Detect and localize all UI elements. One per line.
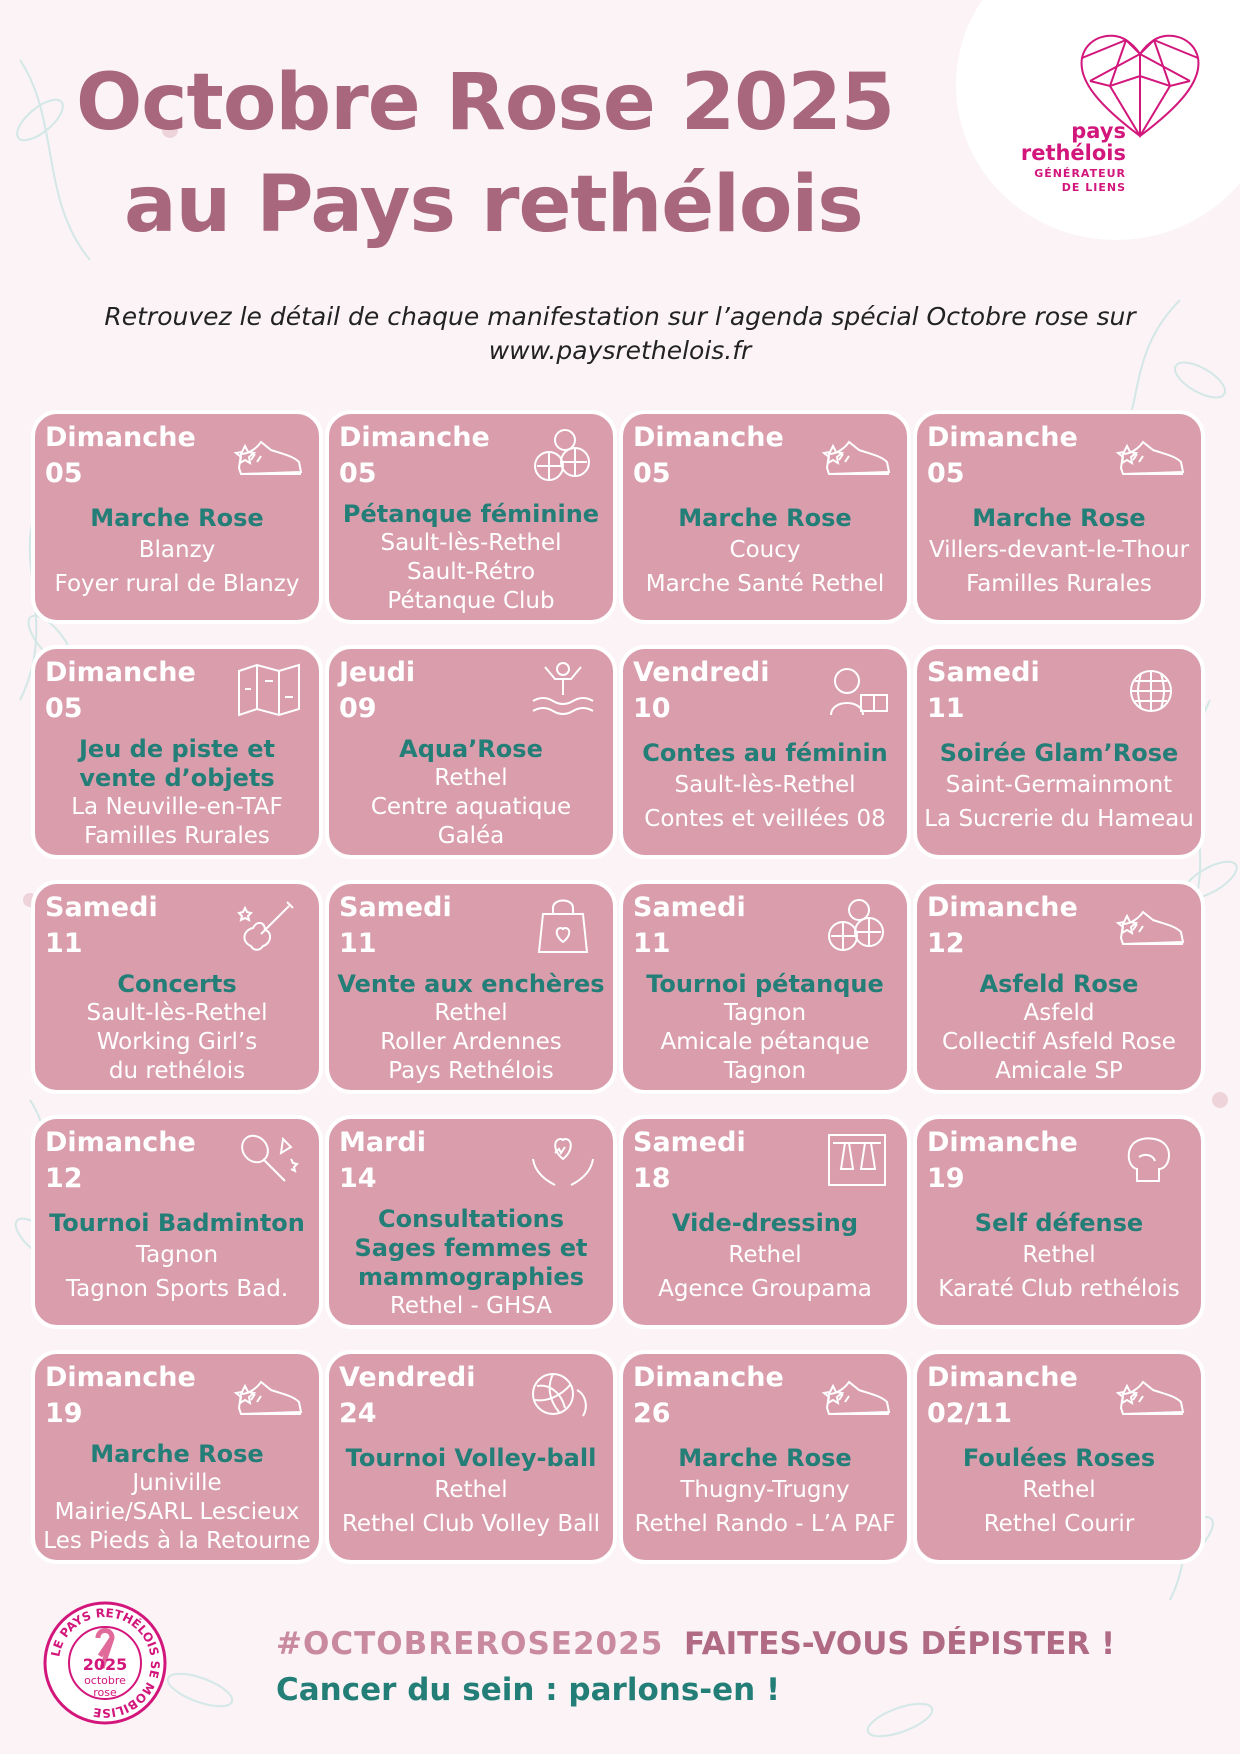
sneaker-icon xyxy=(1113,424,1189,486)
event-card xyxy=(913,1115,1205,1329)
event-title: Foulées Roses xyxy=(962,1444,1156,1472)
event-info-line: Galéa xyxy=(437,823,505,849)
event-title: Sages femmes et xyxy=(354,1234,588,1262)
sneaker-icon xyxy=(1113,894,1189,956)
event-info-line: Sault-lès-Rethel xyxy=(380,530,562,556)
event-card xyxy=(31,1350,323,1564)
event-date: 19 xyxy=(45,1398,83,1429)
event-day: Dimanche xyxy=(633,1362,784,1393)
event-details xyxy=(917,1209,1201,1306)
event-date: 11 xyxy=(633,928,671,959)
event-info-line: Pétanque Club xyxy=(387,588,555,614)
badge-label-2: rose xyxy=(93,1686,117,1699)
event-card xyxy=(619,880,911,1094)
event-card xyxy=(31,1115,323,1329)
event-info-line: Rethel Rando - L’A PAF xyxy=(634,1511,896,1537)
event-info-line: Amicale SP xyxy=(995,1058,1123,1084)
event-day: Dimanche xyxy=(633,422,784,453)
event-date: 24 xyxy=(339,1398,377,1429)
badge-ring-text: LE PAYS RETHÉLOIS SE MOBILISE xyxy=(48,1605,163,1721)
event-info-line: Familles Rurales xyxy=(966,571,1152,597)
event-date: 05 xyxy=(339,458,377,489)
event-details xyxy=(917,1444,1201,1541)
event-card xyxy=(31,880,323,1094)
event-day: Vendredi xyxy=(633,657,770,688)
event-details xyxy=(329,1444,613,1541)
event-info-line: La Neuville-en-TAF xyxy=(71,794,283,820)
event-details xyxy=(623,1209,907,1306)
event-day: Dimanche xyxy=(45,657,196,688)
event-title: Vente aux enchères xyxy=(337,970,605,998)
event-details xyxy=(623,970,907,1086)
event-details xyxy=(623,739,907,836)
event-info-line: Sault-Rétro xyxy=(406,559,536,585)
event-title: Contes au féminin xyxy=(642,739,888,767)
event-details xyxy=(35,1209,319,1306)
event-info-line: Tagnon Sports Bad. xyxy=(65,1276,289,1302)
event-title: vente d’objets xyxy=(79,764,275,792)
event-info-line: Roller Ardennes xyxy=(380,1029,562,1055)
event-details xyxy=(35,735,319,851)
event-date: 26 xyxy=(633,1398,671,1429)
volleyball-icon xyxy=(525,1364,601,1426)
event-details xyxy=(917,970,1201,1086)
event-card xyxy=(913,410,1205,624)
event-day: Samedi xyxy=(927,657,1040,688)
event-info-line: Familles Rurales xyxy=(84,823,270,849)
event-info-line: Rethel Courir xyxy=(983,1511,1135,1537)
event-card xyxy=(619,1350,911,1564)
badminton-icon xyxy=(231,1129,307,1191)
event-day: Samedi xyxy=(633,892,746,923)
event-day: Mardi xyxy=(339,1127,426,1158)
event-info-line: Sault-lès-Rethel xyxy=(674,772,856,798)
logo-text-rethelois: rethélois xyxy=(1020,141,1126,165)
event-title: Pétanque féminine xyxy=(342,500,600,528)
badge-label-1: octobre xyxy=(84,1674,126,1687)
event-info-line: Pays Rethélois xyxy=(388,1058,554,1084)
event-day: Vendredi xyxy=(339,1362,476,1393)
event-title: Tournoi Badminton xyxy=(49,1209,305,1237)
event-title: Consultations xyxy=(377,1205,564,1233)
logo-text-de-liens: DE LIENS xyxy=(1061,181,1126,194)
event-title: mammographies xyxy=(358,1263,584,1291)
screening-call-to-action: FAITES-VOUS DÉPISTER ! xyxy=(684,1626,1116,1662)
logo-text-generateur: GÉNÉRATEUR xyxy=(1034,167,1126,180)
event-info-line: Asfeld xyxy=(1023,1000,1095,1026)
event-info-line: Tagnon xyxy=(723,1000,807,1026)
event-title: Marche Rose xyxy=(678,1444,852,1472)
event-info-line: Karaté Club rethélois xyxy=(938,1276,1180,1302)
event-info-line: Rethel xyxy=(434,1477,508,1503)
map-icon xyxy=(231,659,307,721)
event-card xyxy=(619,645,911,859)
event-info-line: Contes et veillées 08 xyxy=(644,806,886,832)
event-info-line: Juniville xyxy=(132,1470,222,1496)
event-day: Samedi xyxy=(45,892,158,923)
website-link[interactable]: www.paysrethelois.fr xyxy=(488,336,752,365)
event-title: Concerts xyxy=(117,970,237,998)
event-date: 09 xyxy=(339,693,377,724)
clothes-rack-icon xyxy=(819,1129,895,1191)
sneaker-icon xyxy=(1113,1364,1189,1426)
badge-year: 2025 xyxy=(82,1655,128,1674)
event-day: Dimanche xyxy=(45,1362,196,1393)
event-title: Vide-dressing xyxy=(671,1209,859,1237)
event-day: Samedi xyxy=(633,1127,746,1158)
hashtag: #OCTOBREROSE2025 xyxy=(276,1626,664,1662)
event-info-line: Amicale pétanque xyxy=(660,1029,870,1055)
event-card xyxy=(325,410,617,624)
event-details xyxy=(623,1444,907,1541)
event-title: Aqua’Rose xyxy=(399,735,543,763)
event-card xyxy=(913,645,1205,859)
event-info-line: Foyer rural de Blanzy xyxy=(54,571,300,597)
sneaker-icon xyxy=(819,424,895,486)
tagline: Cancer du sein : parlons-en ! xyxy=(276,1672,781,1708)
event-date: 05 xyxy=(45,693,83,724)
event-date: 05 xyxy=(927,458,965,489)
event-date: 05 xyxy=(633,458,671,489)
event-title: Marche Rose xyxy=(678,504,852,532)
event-card xyxy=(31,410,323,624)
event-day: Dimanche xyxy=(45,1127,196,1158)
intro-text: Retrouvez le détail de chaque manifestation sur l’agenda spécial Octobre rose sur xyxy=(104,302,1136,331)
event-card xyxy=(325,880,617,1094)
logo-text-pays: pays xyxy=(1071,119,1126,143)
event-date: 10 xyxy=(633,693,671,724)
disco-ball-icon xyxy=(1113,659,1189,721)
sneaker-icon xyxy=(231,1364,307,1426)
event-title: Asfeld Rose xyxy=(979,970,1139,998)
event-card xyxy=(325,1350,617,1564)
event-card xyxy=(913,880,1205,1094)
event-info-line: Mairie/SARL Lescieux xyxy=(54,1499,300,1525)
event-info-line: Working Girl’s xyxy=(96,1029,258,1055)
event-date: 14 xyxy=(339,1163,377,1194)
event-info-line: Rethel Club Volley Ball xyxy=(341,1511,600,1537)
event-info-line: Marche Santé Rethel xyxy=(645,571,885,597)
event-date: 12 xyxy=(45,1163,83,1194)
event-title: Tournoi Volley-ball xyxy=(345,1444,597,1472)
storyteller-icon xyxy=(819,659,895,721)
event-info-line: Collectif Asfeld Rose xyxy=(942,1029,1176,1055)
event-date: 02/11 xyxy=(927,1398,1013,1429)
event-info-line: Thugny-Trugny xyxy=(680,1477,850,1503)
event-day: Dimanche xyxy=(927,1362,1078,1393)
event-day: Dimanche xyxy=(927,892,1078,923)
event-day: Dimanche xyxy=(339,422,490,453)
page-title-line-2: au Pays rethélois xyxy=(124,160,863,250)
event-date: 12 xyxy=(927,928,965,959)
event-info-line: Blanzy xyxy=(138,537,216,563)
event-date: 11 xyxy=(339,928,377,959)
event-date: 11 xyxy=(927,693,965,724)
event-details xyxy=(329,1205,613,1321)
event-details xyxy=(35,504,319,601)
event-card xyxy=(325,1115,617,1329)
event-info-line: Villers-devant-le-Thour xyxy=(928,537,1190,563)
event-day: Samedi xyxy=(339,892,452,923)
boxing-glove-icon xyxy=(1113,1129,1189,1191)
event-info-line: Coucy xyxy=(729,537,801,563)
event-details xyxy=(329,970,613,1086)
page-title-line-1: Octobre Rose 2025 xyxy=(76,58,894,148)
event-info-line: Rethel xyxy=(434,1000,508,1026)
event-date: 05 xyxy=(45,458,83,489)
event-details xyxy=(917,504,1201,601)
event-info-line: Saint-Germainmont xyxy=(945,772,1173,798)
event-info-line: Tagnon xyxy=(723,1058,807,1084)
event-info-line: Rethel xyxy=(1022,1242,1096,1268)
petanque-balls-icon xyxy=(819,894,895,956)
event-details xyxy=(623,504,907,601)
event-title: Jeu de piste et xyxy=(78,735,275,763)
event-details xyxy=(917,739,1201,836)
event-info-line: Sault-lès-Rethel xyxy=(86,1000,268,1026)
event-date: 18 xyxy=(633,1163,671,1194)
event-card xyxy=(619,1115,911,1329)
event-details xyxy=(329,500,613,616)
event-day: Dimanche xyxy=(45,422,196,453)
event-day: Dimanche xyxy=(927,1127,1078,1158)
sneaker-icon xyxy=(231,424,307,486)
event-details xyxy=(35,970,319,1086)
event-details xyxy=(329,735,613,851)
event-info-line: Agence Groupama xyxy=(658,1276,872,1302)
event-details xyxy=(35,1440,319,1556)
petanque-balls-icon xyxy=(525,424,601,486)
event-title: Marche Rose xyxy=(972,504,1146,532)
event-info-line: Rethel xyxy=(434,765,508,791)
sneaker-icon xyxy=(819,1364,895,1426)
aqua-fitness-icon xyxy=(525,659,601,721)
event-date: 19 xyxy=(927,1163,965,1194)
event-card xyxy=(31,645,323,859)
event-title: Tournoi pétanque xyxy=(646,970,884,998)
heart-hands-icon xyxy=(525,1129,601,1191)
event-info-line: Tagnon xyxy=(135,1242,219,1268)
event-info-line: Rethel - GHSA xyxy=(389,1293,553,1319)
event-info-line: du rethélois xyxy=(108,1058,246,1084)
event-title: Marche Rose xyxy=(90,504,264,532)
event-title: Marche Rose xyxy=(90,1440,264,1468)
event-day: Dimanche xyxy=(927,422,1078,453)
event-title: Soirée Glam’Rose xyxy=(939,739,1179,767)
event-info-line: Les Pieds à la Retourne xyxy=(43,1528,311,1554)
event-info-line: Rethel xyxy=(728,1242,802,1268)
pink-ribbon-badge xyxy=(40,1598,170,1728)
event-title: Self défense xyxy=(974,1209,1144,1237)
event-date: 11 xyxy=(45,928,83,959)
event-info-line: Centre aquatique xyxy=(370,794,572,820)
event-day: Jeudi xyxy=(339,657,416,688)
event-card xyxy=(325,645,617,859)
shopping-bag-icon xyxy=(525,894,601,956)
event-info-line: La Sucrerie du Hameau xyxy=(924,806,1194,832)
event-card xyxy=(619,410,911,624)
event-info-line: Rethel xyxy=(1022,1477,1096,1503)
event-card xyxy=(913,1350,1205,1564)
guitar-icon xyxy=(231,894,307,956)
